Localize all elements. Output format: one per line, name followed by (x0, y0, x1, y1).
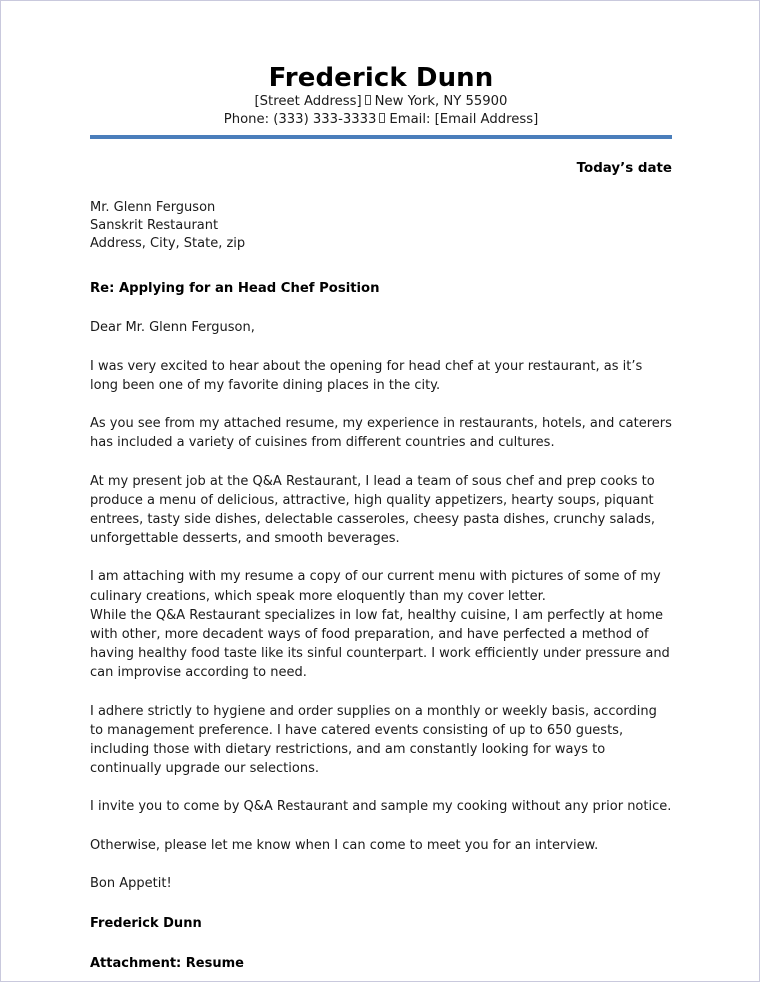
body-paragraph-4 (90, 567, 672, 682)
subject-line: Re: Applying for an Head Chef Position (90, 280, 380, 296)
body-paragraph-3: At my present job at the Q&A Restaurant, I lead a team of sous chef and prep cooks to produce a menu of delicious, attractive, high quality appetizers, hearty soups, piquant entrees, tasty side dishes, delectable casseroles, cheesy pasta dishes, crunchy salads, unforgettable desserts, and smooth beverages. (90, 473, 655, 547)
letterhead (90, 1, 672, 139)
recipient-address: Address, City, State, zip (90, 236, 246, 252)
phone-number: Phone: (333) 333-3333 (223, 111, 377, 127)
sender-name: Frederick Dunn (268, 63, 494, 93)
body-paragraph-5: I adhere strictly to hygiene and order supplies on a monthly or weekly basis, according to management preference. I have catered events consisting of up to 650 guests, including those with dietary restrictions, and am constantly looking for ways to continually upgrade our selections. (90, 703, 657, 777)
separator-box-icon (379, 113, 385, 123)
recipient-address-block (90, 199, 672, 254)
recipient-name: Mr. Glenn Ferguson (90, 200, 216, 215)
signature-name: Frederick Dunn (90, 916, 202, 932)
separator-box-icon (365, 95, 371, 105)
letterhead-divider (90, 135, 672, 139)
body-paragraph-7: Otherwise, please let me know when I can come to meet you for an interview. (90, 837, 599, 853)
recipient-company: Sanskrit Restaurant (90, 218, 219, 234)
salutation: Dear Mr. Glenn Ferguson, (90, 319, 255, 335)
body-paragraph-1: I was very excited to hear about the opening for head chef at your restaurant, as it’s long been one of my favorite dining places in the city. (90, 358, 643, 394)
body-paragraph-4-part-2: While the Q&A Restaurant specializes in low fat, healthy cuisine, I am perfectly at home with other, more decadent ways of food preparation, and have perfected a method of having healthy food taste like its sinful counterpart. I work efficiently under pressure and can improvise according to need. (90, 607, 670, 681)
letter-body (90, 318, 672, 974)
sender-address-line (90, 93, 672, 111)
letter-sheet (90, 1, 672, 973)
body-paragraph-2: As you see from my attached resume, my experience in restaurants, hotels, and caterers has included a variety of cuisines from different countries and cultures. (90, 416, 672, 451)
closing-signoff: Bon Appetit! (90, 875, 172, 891)
letter-date: Today’s date (576, 161, 672, 176)
email-placeholder: Email: [Email Address] (389, 111, 539, 127)
body-paragraph-6: I invite you to come by Q&A Restaurant and sample my cooking without any prior notice. (90, 799, 672, 815)
sender-contact-line (90, 111, 672, 129)
street-address-placeholder: [Street Address] (254, 94, 362, 109)
attachment-note: Attachment: Resume (90, 956, 244, 972)
city-state-zip: New York, NY 55900 (374, 94, 508, 109)
body-paragraph-4-part-1: I am attaching with my resume a copy of our current menu with pictures of some of my culinary creations, which speak more eloquently than my cover letter. (90, 569, 661, 604)
